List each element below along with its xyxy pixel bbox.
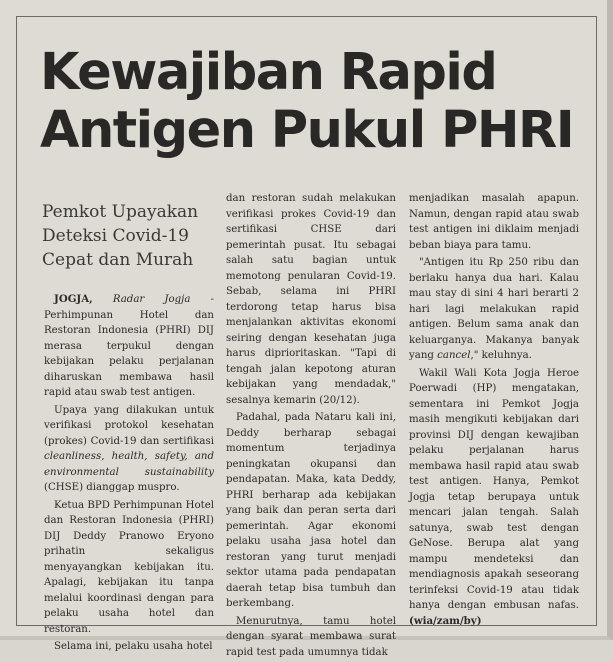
headline: [40, 44, 600, 160]
paragraph-text: ," keluhnya.: [470, 350, 532, 361]
paragraph: [226, 191, 396, 408]
paragraph: [409, 255, 579, 364]
byline-credit: (wia/zam/by): [409, 614, 482, 627]
paragraph: [44, 403, 214, 496]
dateline-source: Radar Jogja: [112, 294, 191, 305]
column-3: [409, 191, 579, 631]
italic-term: cancel: [437, 350, 471, 361]
paragraph-text: dan restoran sudah melakukan verifikasi prokes Covid-19 dan sertifikasi CHSE dari pemerintah pusat. Itu sebagai salah satu bagian untuk memotong penularan Covid-19. Sebab, selama ini PHRI terdorong tetap harus bisa menjalankan aktivitas ekonomi seiring dengan kesehatan juga harus diprioritaskan. "Tapi di tengah jalan kepotong aturan kebijakan yang mendadak,": [226, 193, 396, 390]
paragraph-text: Upaya yang dilakukan untuk verifikasi protokol kesehatan (prokes) Covid-19 dan sertifikasi: [44, 404, 214, 447]
column-1: [44, 292, 214, 657]
headline-line-2: Antigen Pukul PHRI: [40, 101, 574, 160]
paragraph: Padahal, pada Nataru kali ini, Deddy berharap sebagai momentum terjadinya peningkatan okupansi dan pendapatan. Maka, kata Deddy, PHRI berharap ada kebijakan yang baik dan peran serta dari pemerintah. Agar ekonomi pelaku usaha jasa hotel dan restoran yang turut menjadi sektor utama pada pendapatan daerah tetap bisa tumbuh dan berkembang.: [226, 412, 396, 609]
paragraph: [409, 366, 579, 630]
subheadline: Pemkot Upayakan Deteksi Covid-19 Cepat dan Murah: [42, 202, 199, 270]
column-2: [226, 191, 396, 662]
italic-term: cleanliness, health, safety, and environmental sustainability: [44, 451, 214, 478]
paragraph-text: Wakil Wali Kota Jogja Heroe Poerwadi (HP) mengatakan, sementara ini Pemkot Jogja masih mengikuti kebijakan dari provinsi DIJ dengan kewajiban pelaku perjalanan harus membawa hasil rapid atau swab test antigen. Hanya, Pemkot Jogja tetap berupaya untuk mencari jalan tengah. Salah satunya, swab test dengan GeNose. Berupa alat yang mampu mendeteksi dan mendiagnosis apakah seseorang terinfeksi Covid-19 atau tidak hanya dengan embusan nafas.: [409, 367, 579, 611]
paragraph: [44, 292, 214, 401]
paragraph-text: - Perhimpunan Hotel dan Restoran Indonesia (PHRI) DIJ merasa terpukul dengan kebijakan pelaku perjalanan diharuskan membawa hasil rapid atau swab test antigen.: [44, 294, 214, 398]
paragraph-text: sesalnya kemarin (20/12).: [226, 394, 360, 406]
paragraph: menjadikan masalah apapun. Namun, dengan rapid atau swab test antigen ini diklaim menjadi beban biaya para tamu.: [409, 193, 579, 251]
paragraph: Ketua BPD Perhimpunan Hotel dan Restoran Indonesia (PHRI) DIJ Deddy Pranowo Eryono prihatin sekaligus menyayangkan kebijakan itu. Apalagi, kebijakan itu tanpa melalui koordinasi dengan para pelaku usaha hotel dan restoran.: [44, 499, 214, 635]
headline-line-1: Kewajiban Rapid: [40, 43, 497, 102]
paragraph-text: (CHSE) dianggap muspro.: [44, 482, 180, 493]
paragraph: Selama ini, pelaku usaha hotel: [54, 641, 213, 652]
dateline-location: JOGJA,: [54, 293, 93, 305]
paragraph: Menurutnya, tamu hotel dengan syarat membawa surat rapid test pada umumnya tidak: [226, 615, 396, 658]
paragraph-text: "Antigen itu Rp 250 ribu dan berlaku hanya dua hari. Kalau mau stay di sini 4 hari berarti 2 hari lagi melakukan rapid antigen. Belum sama anak dan keluarganya. Makanya banyak yang: [409, 257, 579, 361]
